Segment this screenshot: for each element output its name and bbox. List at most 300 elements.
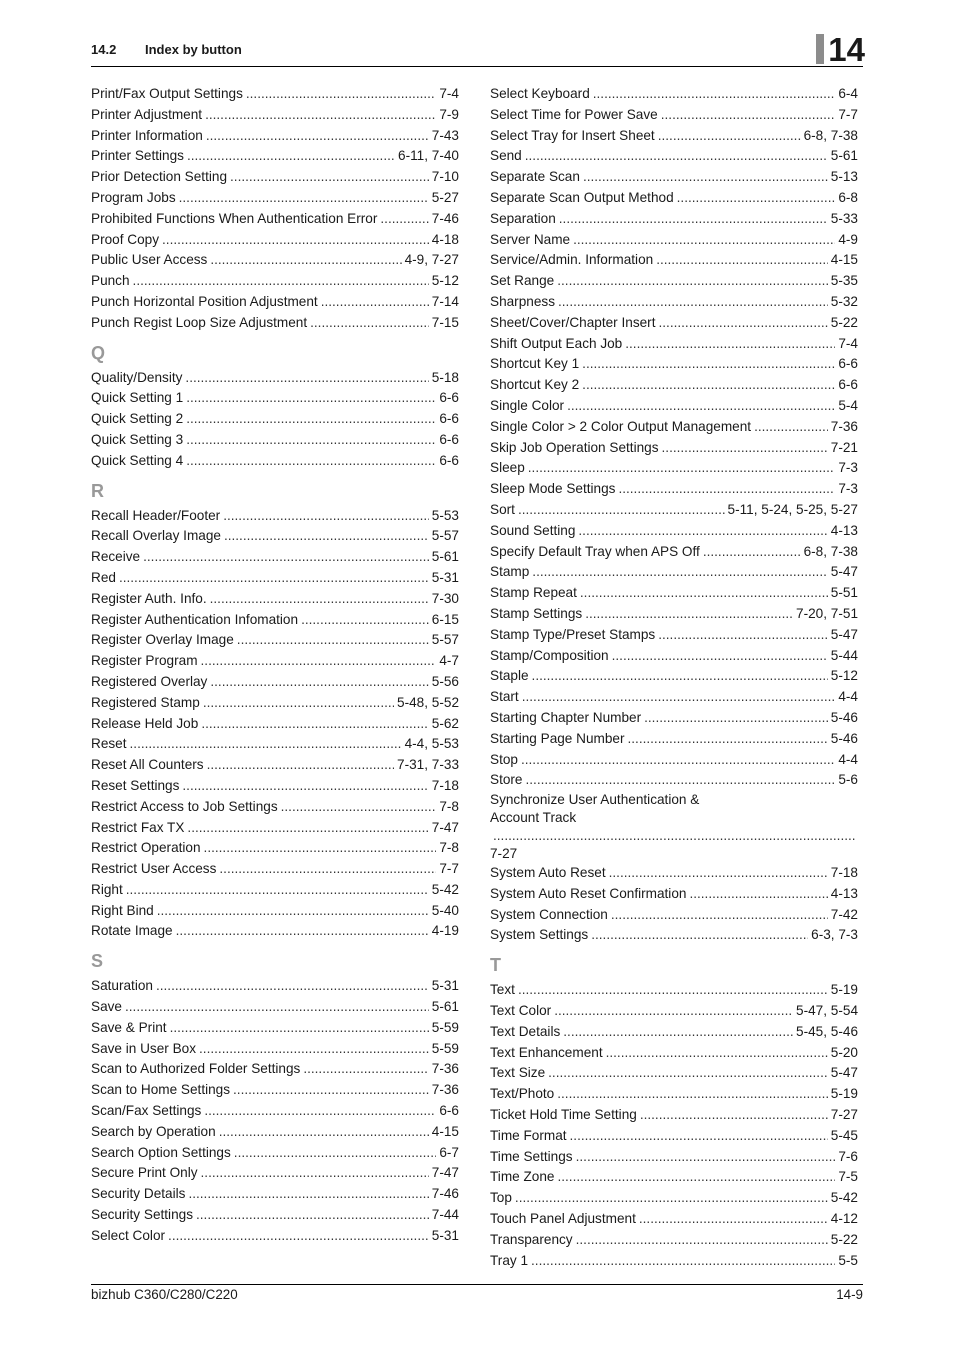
index-page-ref[interactable]: 5-12 (830, 668, 858, 684)
index-entry (91, 84, 459, 105)
dot-leader (199, 1039, 429, 1060)
index-entry (91, 1205, 459, 1226)
index-page-ref[interactable]: 4-12 (830, 1211, 858, 1227)
index-entry (490, 925, 858, 946)
index-term: Touch Panel Adjustment (490, 1211, 636, 1227)
index-page-ref[interactable]: 7-6 (838, 1148, 858, 1164)
index-page-ref[interactable]: 5-22 (830, 1231, 858, 1247)
index-term: System Settings (490, 927, 589, 943)
index-term: Staple (490, 668, 529, 684)
dot-leader (223, 506, 429, 527)
index-term: Registered Overlay (91, 673, 208, 689)
index-letter-heading: S (91, 951, 104, 972)
index-page-ref[interactable]: 7-7 (439, 861, 459, 877)
index-page-ref[interactable]: 5-45 (830, 1127, 858, 1143)
dot-leader (162, 230, 429, 251)
index-entry (91, 859, 459, 880)
index-page-ref[interactable]: 7-10 (431, 169, 459, 185)
index-page-ref[interactable]: 5-13 (830, 169, 858, 185)
index-page-ref[interactable]: 4-15 (830, 252, 858, 268)
index-term: Save & Print (91, 1019, 167, 1035)
index-term: Printer Adjustment (91, 106, 203, 122)
index-entry (91, 209, 459, 230)
dot-leader (205, 105, 436, 126)
index-term: Shortcut Key 1 (490, 356, 580, 372)
index-page-ref[interactable]: 5-31 (431, 569, 459, 585)
index-page-ref[interactable]: 5-42 (431, 881, 459, 897)
index-page-ref[interactable]: 7-31, 7-33 (397, 757, 459, 773)
index-entry (91, 368, 459, 389)
index-term: Scan/Fax Settings (91, 1103, 202, 1119)
dot-leader (557, 1167, 835, 1188)
index-page-ref[interactable]: 7-3 (838, 460, 858, 476)
index-entry (490, 583, 858, 604)
index-entry (91, 630, 459, 651)
dot-leader (570, 1126, 828, 1147)
index-term: Reset (91, 736, 127, 752)
index-term: Time Settings (490, 1148, 573, 1164)
index-page-ref[interactable]: 5-61 (431, 549, 459, 565)
index-page-ref[interactable]: 6-7 (439, 1144, 459, 1160)
index-entry (91, 838, 459, 859)
index-entry (490, 375, 858, 396)
index-page-ref[interactable]: 7-4 (838, 335, 858, 351)
index-term: Stamp/Composition (490, 647, 609, 663)
index-entry (490, 167, 858, 188)
index-term: Text Enhancement (490, 1044, 603, 1060)
dot-leader (210, 250, 401, 271)
index-entry (490, 438, 858, 459)
index-term: Text Color (490, 1003, 552, 1019)
index-term: Reset All Counters (91, 757, 204, 773)
index-entry (91, 693, 459, 714)
dot-leader (532, 562, 827, 583)
dot-leader (168, 1226, 429, 1247)
index-page-ref[interactable]: 5-31 (431, 1227, 459, 1243)
index-page-ref[interactable]: 5-19 (830, 982, 858, 998)
index-page-ref[interactable]: 5-48, 5-52 (397, 694, 459, 710)
chapter-number: 14 (828, 31, 865, 68)
index-term: Text Size (490, 1065, 546, 1081)
dot-leader (156, 976, 429, 997)
index-term: Shift Output Each Job (490, 335, 623, 351)
index-term: Sort (490, 501, 515, 517)
index-term: Register Program (91, 653, 198, 669)
page-number: 14-9 (836, 1287, 863, 1302)
dot-leader (606, 1043, 828, 1064)
index-term: Red (91, 569, 116, 585)
index-page-ref[interactable]: 5-46 (830, 709, 858, 725)
index-page-ref[interactable]: 5-61 (431, 999, 459, 1015)
index-term: Single Color (490, 397, 565, 413)
dot-leader (578, 521, 827, 542)
index-entry (91, 1039, 459, 1060)
index-page-ref[interactable]: 7-47 (431, 1165, 459, 1181)
page-header (91, 31, 865, 68)
index-entry (490, 729, 858, 750)
index-term: Separation (490, 210, 556, 226)
index-term: Register Auth. Info. (91, 590, 207, 606)
dot-leader (303, 1059, 428, 1080)
index-page-ref[interactable]: 7-18 (431, 777, 459, 793)
index-entry (91, 188, 459, 209)
index-term: Skip Job Operation Settings (490, 439, 659, 455)
index-entry (91, 313, 459, 334)
index-term: Recall Header/Footer (91, 507, 221, 523)
index-page-ref[interactable]: 7-27 (490, 846, 518, 862)
index-entry (490, 334, 858, 355)
index-term: Restrict Operation (91, 840, 201, 856)
index-term: Time Format (490, 1127, 567, 1143)
index-page-ref[interactable]: 6-6 (838, 377, 858, 393)
index-entry (91, 1184, 459, 1205)
dot-leader (130, 734, 402, 755)
index-entry (490, 708, 858, 729)
index-entry (490, 521, 858, 542)
index-page-ref[interactable]: 6-11, 7-40 (398, 148, 459, 164)
index-page-ref[interactable]: 5-35 (830, 273, 858, 289)
index-entry (490, 750, 858, 771)
dot-leader (185, 368, 428, 389)
index-page-ref[interactable]: 5-32 (830, 293, 858, 309)
index-page-ref[interactable]: 4-4 (838, 689, 858, 705)
index-page-ref[interactable]: 5-12 (431, 273, 459, 289)
dot-leader (204, 1101, 436, 1122)
index-page-ref[interactable]: 4-13 (830, 885, 858, 901)
index-term: Text/Photo (490, 1086, 555, 1102)
dot-leader (182, 776, 428, 797)
index-term: System Auto Reset Confirmation (490, 885, 687, 901)
dot-leader (703, 542, 801, 563)
index-term: Register Overlay Image (91, 632, 234, 648)
index-term: Text Details (490, 1023, 561, 1039)
dot-leader (532, 666, 828, 687)
index-page-ref[interactable]: 7-21 (830, 439, 858, 455)
index-page-ref[interactable]: 6-4 (838, 86, 858, 101)
index-term: Text (490, 982, 515, 998)
dot-leader (526, 770, 836, 791)
dot-leader (658, 126, 801, 147)
index-term: Scan to Home Settings (91, 1082, 231, 1098)
index-term: Punch Horizontal Position Adjustment (91, 293, 318, 309)
dot-leader (515, 1188, 828, 1209)
index-entry (490, 863, 858, 884)
index-entry (490, 230, 858, 251)
index-term: Receive (91, 549, 141, 565)
index-page-ref[interactable]: 5-47 (830, 564, 858, 580)
index-term: Prior Detection Setting (91, 169, 228, 185)
index-page-ref[interactable]: 7-3 (838, 481, 858, 497)
index-entry (91, 146, 459, 167)
index-page-ref[interactable]: 5-47, 5-54 (796, 1003, 858, 1019)
dot-leader (563, 1022, 793, 1043)
index-page-ref[interactable]: 6-8, 7-38 (803, 127, 858, 143)
index-term: Printer Settings (91, 148, 184, 164)
index-term: System Auto Reset (490, 865, 606, 881)
dot-leader (521, 750, 835, 771)
index-page-ref[interactable]: 7-36 (431, 1082, 459, 1098)
index-term: Prohibited Functions When Authentication Error (91, 210, 378, 226)
index-term: Saturation (91, 978, 153, 994)
index-term: Transparency (490, 1231, 573, 1247)
index-entry (490, 458, 858, 479)
index-page-ref[interactable]: 7-8 (439, 798, 459, 814)
index-entry (490, 500, 858, 521)
index-entry (490, 625, 858, 646)
dot-leader (554, 1001, 793, 1022)
dot-leader (593, 84, 836, 105)
index-page-ref[interactable]: 6-6 (439, 411, 459, 427)
index-page-ref[interactable]: 4-7 (439, 653, 459, 669)
index-entry (91, 921, 459, 942)
index-term: Right (91, 881, 123, 897)
index-page-ref[interactable]: 7-27 (830, 1107, 858, 1123)
index-entry (91, 1101, 459, 1122)
index-page-ref[interactable]: 7-46 (431, 210, 459, 226)
index-page-ref[interactable]: 4-13 (830, 522, 858, 538)
index-entry (91, 734, 459, 755)
index-page-ref[interactable]: 5-51 (830, 585, 858, 601)
index-page-ref[interactable]: 4-15 (431, 1123, 459, 1139)
dot-leader (133, 271, 429, 292)
dot-leader (493, 827, 855, 845)
index-page-ref[interactable]: 7-5 (838, 1169, 858, 1185)
dot-leader (628, 729, 828, 750)
index-page-ref[interactable]: 5-27 (431, 189, 459, 205)
index-entry (490, 479, 858, 500)
index-term: Account Track (490, 810, 577, 826)
dot-leader (196, 1205, 429, 1226)
index-entry (490, 1126, 858, 1147)
dot-leader (157, 901, 429, 922)
dot-leader (179, 188, 429, 209)
index-page-ref[interactable]: 5-59 (431, 1040, 459, 1056)
dot-leader (580, 583, 828, 604)
dot-leader (187, 146, 395, 167)
index-page-ref[interactable]: 6-6 (439, 452, 459, 468)
index-entry (91, 126, 459, 147)
index-page-ref[interactable]: 5-47 (830, 1065, 858, 1081)
index-entry (91, 1122, 459, 1143)
index-page-ref[interactable]: 5-45, 5-46 (796, 1023, 858, 1039)
index-page-ref[interactable]: 5-33 (830, 210, 858, 226)
index-term: System Connection (490, 906, 608, 922)
index-entry (490, 146, 858, 167)
dot-leader (677, 188, 836, 209)
section-title: Index by button (145, 42, 242, 57)
index-page-ref[interactable]: 5-57 (431, 632, 459, 648)
index-entry (91, 776, 459, 797)
index-term: Top (490, 1190, 512, 1206)
index-page-ref[interactable]: 5-56 (431, 673, 459, 689)
index-term: Quick Setting 2 (91, 411, 184, 427)
index-page-ref[interactable]: 6-6 (439, 390, 459, 406)
index-entry (490, 666, 858, 687)
index-entry (490, 84, 858, 105)
index-term: Shortcut Key 2 (490, 377, 580, 393)
dot-leader (658, 625, 828, 646)
index-term: Synchronize User Authentication & (490, 792, 700, 808)
page-footer (91, 1284, 863, 1305)
index-page-ref[interactable]: 7-42 (830, 906, 858, 922)
index-page-ref[interactable]: 5-59 (431, 1019, 459, 1035)
index-page-ref[interactable]: 6-8 (838, 189, 858, 205)
index-page-ref[interactable]: 7-14 (431, 293, 459, 309)
dot-leader (531, 1251, 835, 1272)
index-entry (490, 1022, 858, 1043)
index-entry (490, 417, 858, 438)
index-page-ref[interactable]: 7-43 (431, 127, 459, 143)
dot-leader (125, 997, 429, 1018)
index-page-ref[interactable]: 6-6 (439, 1103, 459, 1119)
index-page-ref[interactable]: 6-6 (439, 431, 459, 447)
index-page-ref[interactable]: 5-46 (830, 730, 858, 746)
index-page-ref[interactable]: 6-15 (431, 611, 459, 627)
dot-leader (559, 209, 828, 230)
index-page-ref[interactable]: 7-18 (830, 865, 858, 881)
dot-leader (582, 375, 835, 396)
index-page-ref[interactable]: 7-36 (431, 1061, 459, 1077)
index-term: Separate Scan Output Method (490, 189, 674, 205)
dot-leader (662, 438, 828, 459)
index-entry (91, 1226, 459, 1247)
index-term: Security Settings (91, 1207, 193, 1223)
dot-leader (219, 1122, 429, 1143)
index-page-ref[interactable]: 5-18 (431, 369, 459, 385)
dot-leader (210, 589, 429, 610)
index-page-ref[interactable]: 5-61 (830, 148, 858, 164)
index-page-ref[interactable]: 7-20, 7-51 (796, 605, 858, 621)
index-term: Secure Print Only (91, 1165, 198, 1181)
dot-leader (557, 1084, 828, 1105)
dot-leader (143, 547, 429, 568)
index-page-ref[interactable]: 4-9, 7-27 (404, 252, 459, 268)
index-page-ref[interactable]: 5-42 (830, 1190, 858, 1206)
dot-leader (187, 818, 428, 839)
index-entry (490, 188, 858, 209)
dot-leader (754, 417, 828, 438)
index-page-ref[interactable]: 5-31 (431, 978, 459, 994)
index-entry (91, 105, 459, 126)
index-term: Tray 1 (490, 1252, 529, 1268)
index-term: Stamp Type/Preset Stamps (490, 626, 656, 642)
index-term: Sharpness (490, 293, 555, 309)
index-page-ref[interactable]: 4-18 (431, 231, 459, 247)
dot-leader (301, 610, 429, 631)
index-page-ref[interactable]: 5-4 (838, 397, 858, 413)
index-entry (91, 672, 459, 693)
index-page-ref[interactable]: 5-47 (830, 626, 858, 642)
index-term: Service/Admin. Information (490, 252, 654, 268)
index-letter-heading: T (490, 955, 501, 976)
index-page-ref[interactable]: 5-53 (431, 507, 459, 523)
index-entry (91, 292, 459, 313)
index-entry (490, 604, 858, 625)
dot-leader (567, 396, 835, 417)
index-page-ref[interactable]: 5-11, 5-24, 5-25, 5-27 (727, 501, 858, 517)
index-page-ref[interactable]: 4-9 (838, 231, 858, 247)
dot-leader (640, 1105, 828, 1126)
dot-leader (176, 921, 429, 942)
index-page-ref[interactable]: 5-22 (830, 314, 858, 330)
index-term: Search Option Settings (91, 1144, 231, 1160)
index-term: Save in User Box (91, 1040, 197, 1056)
index-entry (490, 126, 858, 147)
index-page-ref[interactable]: 7-44 (431, 1207, 459, 1223)
index-entry (490, 1063, 858, 1084)
index-term: Time Zone (490, 1169, 555, 1185)
index-entry (490, 209, 858, 230)
index-page-ref[interactable]: 5-44 (830, 647, 858, 663)
index-entry (490, 905, 858, 926)
index-page-ref[interactable]: 6-8, 7-38 (803, 543, 858, 559)
index-page-ref[interactable]: 4-4 (838, 751, 858, 767)
index-entry (490, 646, 858, 667)
index-term: Search by Operation (91, 1123, 216, 1139)
dot-leader (639, 1209, 828, 1230)
dot-leader (518, 980, 828, 1001)
index-page-ref[interactable]: 4-4, 5-53 (404, 736, 459, 752)
dot-leader (206, 126, 429, 147)
dot-leader (224, 526, 429, 547)
index-term: Print/Fax Output Settings (91, 86, 243, 101)
index-page-ref[interactable]: 7-7 (838, 106, 858, 122)
index-term: Starting Page Number (490, 730, 625, 746)
index-page-ref[interactable]: 7-8 (439, 840, 459, 856)
index-page-ref[interactable]: 7-46 (431, 1186, 459, 1202)
index-entry (490, 1251, 858, 1272)
index-page-ref[interactable]: 5-6 (838, 772, 858, 788)
index-page-ref[interactable]: 7-4 (439, 86, 459, 101)
index-page-ref[interactable]: 6-3, 7-3 (811, 927, 858, 943)
index-page-ref[interactable]: 5-62 (431, 715, 459, 731)
index-page-ref[interactable]: 7-30 (431, 590, 459, 606)
dot-leader (573, 230, 835, 251)
index-page-ref[interactable]: 5-40 (431, 902, 459, 918)
index-page-ref[interactable]: 5-20 (830, 1044, 858, 1060)
dot-leader (612, 646, 828, 667)
dot-leader (310, 313, 429, 334)
index-entry (91, 1018, 459, 1039)
index-page-ref[interactable]: 5-5 (838, 1252, 858, 1268)
dot-leader (230, 167, 429, 188)
dot-leader (201, 714, 428, 735)
index-entry (91, 568, 459, 589)
dot-leader (548, 1063, 828, 1084)
index-page-ref[interactable]: 6-6 (838, 356, 858, 372)
index-page-ref[interactable]: 7-15 (431, 314, 459, 330)
dot-leader (281, 797, 437, 818)
index-page-ref[interactable]: 4-19 (431, 923, 459, 939)
index-page-ref[interactable]: 7-9 (439, 106, 459, 122)
index-entry (490, 250, 858, 271)
index-page-ref[interactable]: 5-57 (431, 528, 459, 544)
index-term: Quick Setting 1 (91, 390, 184, 406)
index-entry (91, 388, 459, 409)
index-letter-heading: Q (91, 342, 106, 363)
index-term: Quick Setting 4 (91, 452, 184, 468)
index-term: Proof Copy (91, 231, 160, 247)
index-page-ref[interactable]: 7-36 (830, 418, 858, 434)
dot-leader (585, 604, 793, 625)
index-page-ref[interactable]: 7-47 (431, 819, 459, 835)
index-term: Sheet/Cover/Chapter Insert (490, 314, 656, 330)
index-entry (91, 451, 459, 472)
dot-leader (186, 388, 436, 409)
index-entry (490, 1167, 858, 1188)
index-page-ref[interactable]: 5-19 (830, 1086, 858, 1102)
index-entry (91, 526, 459, 547)
